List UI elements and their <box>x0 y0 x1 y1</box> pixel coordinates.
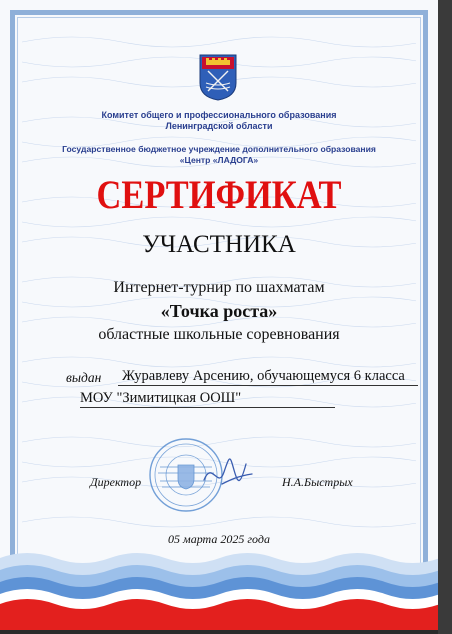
event-name: «Точка роста» <box>160 301 278 321</box>
organization-committee <box>30 110 408 132</box>
wave-decoration <box>0 548 438 630</box>
director-name: Н.А.Быстрых <box>282 475 353 489</box>
school-name: МОУ "Зимитицкая ООШ" <box>80 389 335 408</box>
issued-label: выдан <box>66 370 102 385</box>
certificate-subtitle: УЧАСТНИКА <box>142 231 296 258</box>
event-line-1: Интернет-турнир по шахматам <box>113 279 325 296</box>
window-edge <box>438 0 452 634</box>
signature-icon <box>200 450 256 494</box>
certificate-title: СЕРТИФИКАТ <box>96 172 342 217</box>
org-line-4: «Центр «ЛАДОГА» <box>179 154 259 165</box>
leningrad-oblast-emblem-icon <box>198 53 238 101</box>
event-line-3: областные школьные соревнования <box>98 326 340 343</box>
recipient-name: Журавлеву Арсению, обучающемуся 6 класса <box>118 367 418 386</box>
organization-center <box>30 144 408 165</box>
org-line-1: Комитет общего и профессионального образования <box>101 110 337 120</box>
org-line-2: Ленинградской области <box>165 121 273 131</box>
org-line-3: Государственное бюджетное учреждение дополнительного образования <box>62 144 376 154</box>
issue-date: 05 марта 2025 года <box>168 532 270 546</box>
director-label: Директор <box>90 475 142 489</box>
